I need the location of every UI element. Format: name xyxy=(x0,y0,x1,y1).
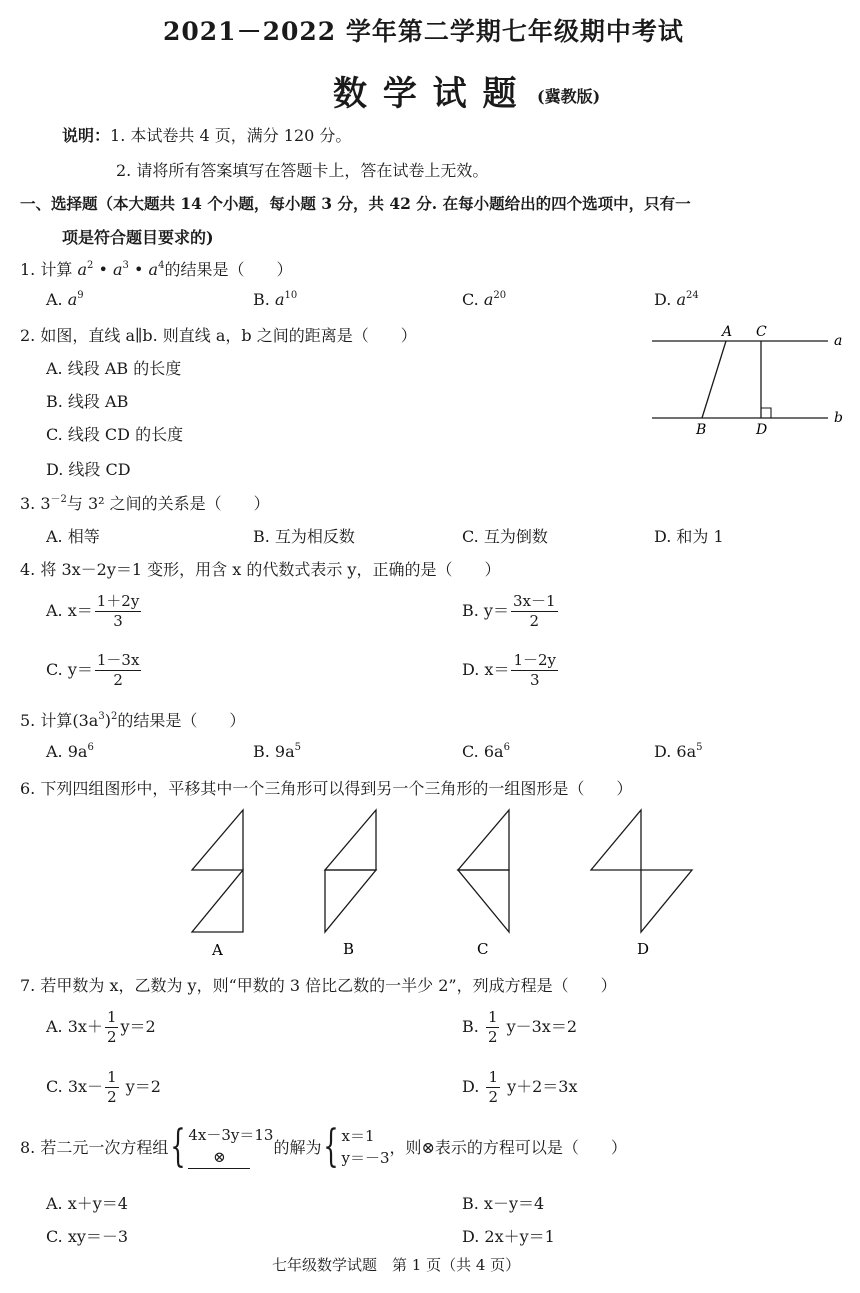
q3-option-a: A. 相等 xyxy=(46,527,100,546)
q8-option-a: A. x＋y＝4 xyxy=(46,1194,128,1213)
q8-option-c: C. xy＝－3 xyxy=(46,1227,129,1246)
q8-option-d: D. 2x＋y＝1 xyxy=(462,1227,555,1246)
question-1-stem: 1. 计算 $a^2$ • $a^3$ • $a^4$的结果是（ ） xyxy=(20,260,293,279)
parallel-lines-figure xyxy=(640,318,850,443)
q5-option-a: A. $9a^6$ xyxy=(46,742,94,761)
right-angle-mark xyxy=(761,408,771,418)
triangles-figure xyxy=(180,802,720,962)
q4-option-d: D. x＝ $\frac{1-2y}{3}$ xyxy=(462,651,557,689)
q4-option-a: A. x＝ $\frac{1+2y}{3}$ xyxy=(46,592,140,630)
q5-option-d: D. $6a^5$ xyxy=(654,742,703,761)
triangle-group-b xyxy=(325,810,376,932)
line-b-label: b xyxy=(834,410,843,426)
page-footer: 七年级数学试题 第 1 页（共 4 页） xyxy=(272,1256,521,1274)
q1-option-a: A. $a^9$ xyxy=(46,290,84,309)
section-heading: 一、选择题（本大题共 14 个小题，每小题 3 分，共 42 分. 在每小题给出的四个选项中，只有一 xyxy=(20,194,691,213)
q7-option-a: A. 3x＋ $\frac{1}{2}$ y＝2 xyxy=(46,1008,156,1046)
point-b-label: B xyxy=(696,422,707,438)
subject-title: 数 学 试 题 xyxy=(333,74,519,114)
instructions-line1 xyxy=(62,123,351,146)
point-a-label: A xyxy=(722,324,733,340)
point-c-label: C xyxy=(756,324,767,340)
q7-option-d: D. $\frac{1}{2}$ y＋2＝3x xyxy=(462,1068,578,1106)
question-4-stem: 4. 将 3x－2y＝1 变形，用含 x 的代数式表示 y，正确的是（ ） xyxy=(20,560,501,579)
q2-option-c: C. 线段 CD 的长度 xyxy=(46,425,184,444)
q3-option-d: D. 和为 1 xyxy=(654,527,724,546)
q5-option-b: B. $9a^5$ xyxy=(253,742,302,761)
segment-ab xyxy=(702,341,726,418)
edition-label: (冀教版) xyxy=(537,87,601,106)
q1-option-b: B. $a^{10}$ xyxy=(253,290,298,309)
exam-title: 2021－2022 学年第二学期七年级期中考试 xyxy=(163,17,684,46)
q1-prefix: 1. 计算 xyxy=(20,260,78,279)
question-6-stem: 6. 下列四组图形中，平移其中一个三角形可以得到另一个三角形的一组图形是（ ） xyxy=(20,779,633,798)
question-2-stem: 2. 如图，直线 a∥b. 则直线 a，b 之间的距离是（ ） xyxy=(20,326,417,345)
section-heading-cont: 项是符合题目要求的) xyxy=(62,228,214,247)
q4-option-c: C. y＝ $\frac{1-3x}{2}$ xyxy=(46,651,140,689)
question-7-stem: 7. 若甲数为 x，乙数为 y，则“甲数的 3 倍比乙数的一半少 2”，列成方程是（ ） xyxy=(20,976,617,995)
q1-suffix: 的结果是（ ） xyxy=(164,260,293,279)
instruction-item-2: 2. 请将所有答案填写在答题卡上，答在试卷上无效。 xyxy=(116,161,489,180)
q7-option-c: C. 3x－ $\frac{1}{2}$ y＝2 xyxy=(46,1068,161,1106)
figure-label-d: D xyxy=(637,940,650,958)
triangle-group-a xyxy=(192,810,243,932)
triangle-group-d xyxy=(591,810,692,932)
instruction-item-1: 1. 本试卷共 4 页，满分 120 分。 xyxy=(110,126,352,145)
instructions-label: 说明： xyxy=(62,126,111,145)
point-d-label: D xyxy=(756,422,768,438)
figure-label-b: B xyxy=(343,940,355,958)
question-5-stem: 5. 计算$(3a^3)^2$的结果是（ ） xyxy=(20,711,246,730)
q2-option-b: B. 线段 AB xyxy=(46,392,129,411)
q7-option-b: B. $\frac{1}{2}$ y－3x＝2 xyxy=(462,1008,578,1046)
question-3-stem: 3. $3^{-2}$与 3² 之间的关系是（ ） xyxy=(20,494,270,513)
q1-option-c: C. $a^{20}$ xyxy=(462,290,507,309)
q3-option-c: C. 互为倒数 xyxy=(462,527,548,546)
question-8-stem: 8. 若二元一次方程组{ 4x－3y＝13 ⊗ 的解为{ x＝1 y＝－3 ，则⊗表示的方程可以是（ ） xyxy=(20,1120,627,1172)
q2-option-d: D. 线段 CD xyxy=(46,460,131,479)
q1-option-d: D. $a^{24}$ xyxy=(654,290,699,309)
q4-option-b: B. y＝ $\frac{3x-1}{2}$ xyxy=(462,592,556,630)
figure-label-c: C xyxy=(477,940,489,958)
figure-label-a: A xyxy=(212,941,223,959)
q8-option-b: B. x－y＝4 xyxy=(462,1194,545,1213)
q5-option-c: C. $6a^6$ xyxy=(462,742,510,761)
q3-option-b: B. 互为相反数 xyxy=(253,527,355,546)
q2-option-a: A. 线段 AB 的长度 xyxy=(46,359,182,378)
line-a-label: a xyxy=(834,333,843,349)
triangle-group-c xyxy=(458,810,509,932)
